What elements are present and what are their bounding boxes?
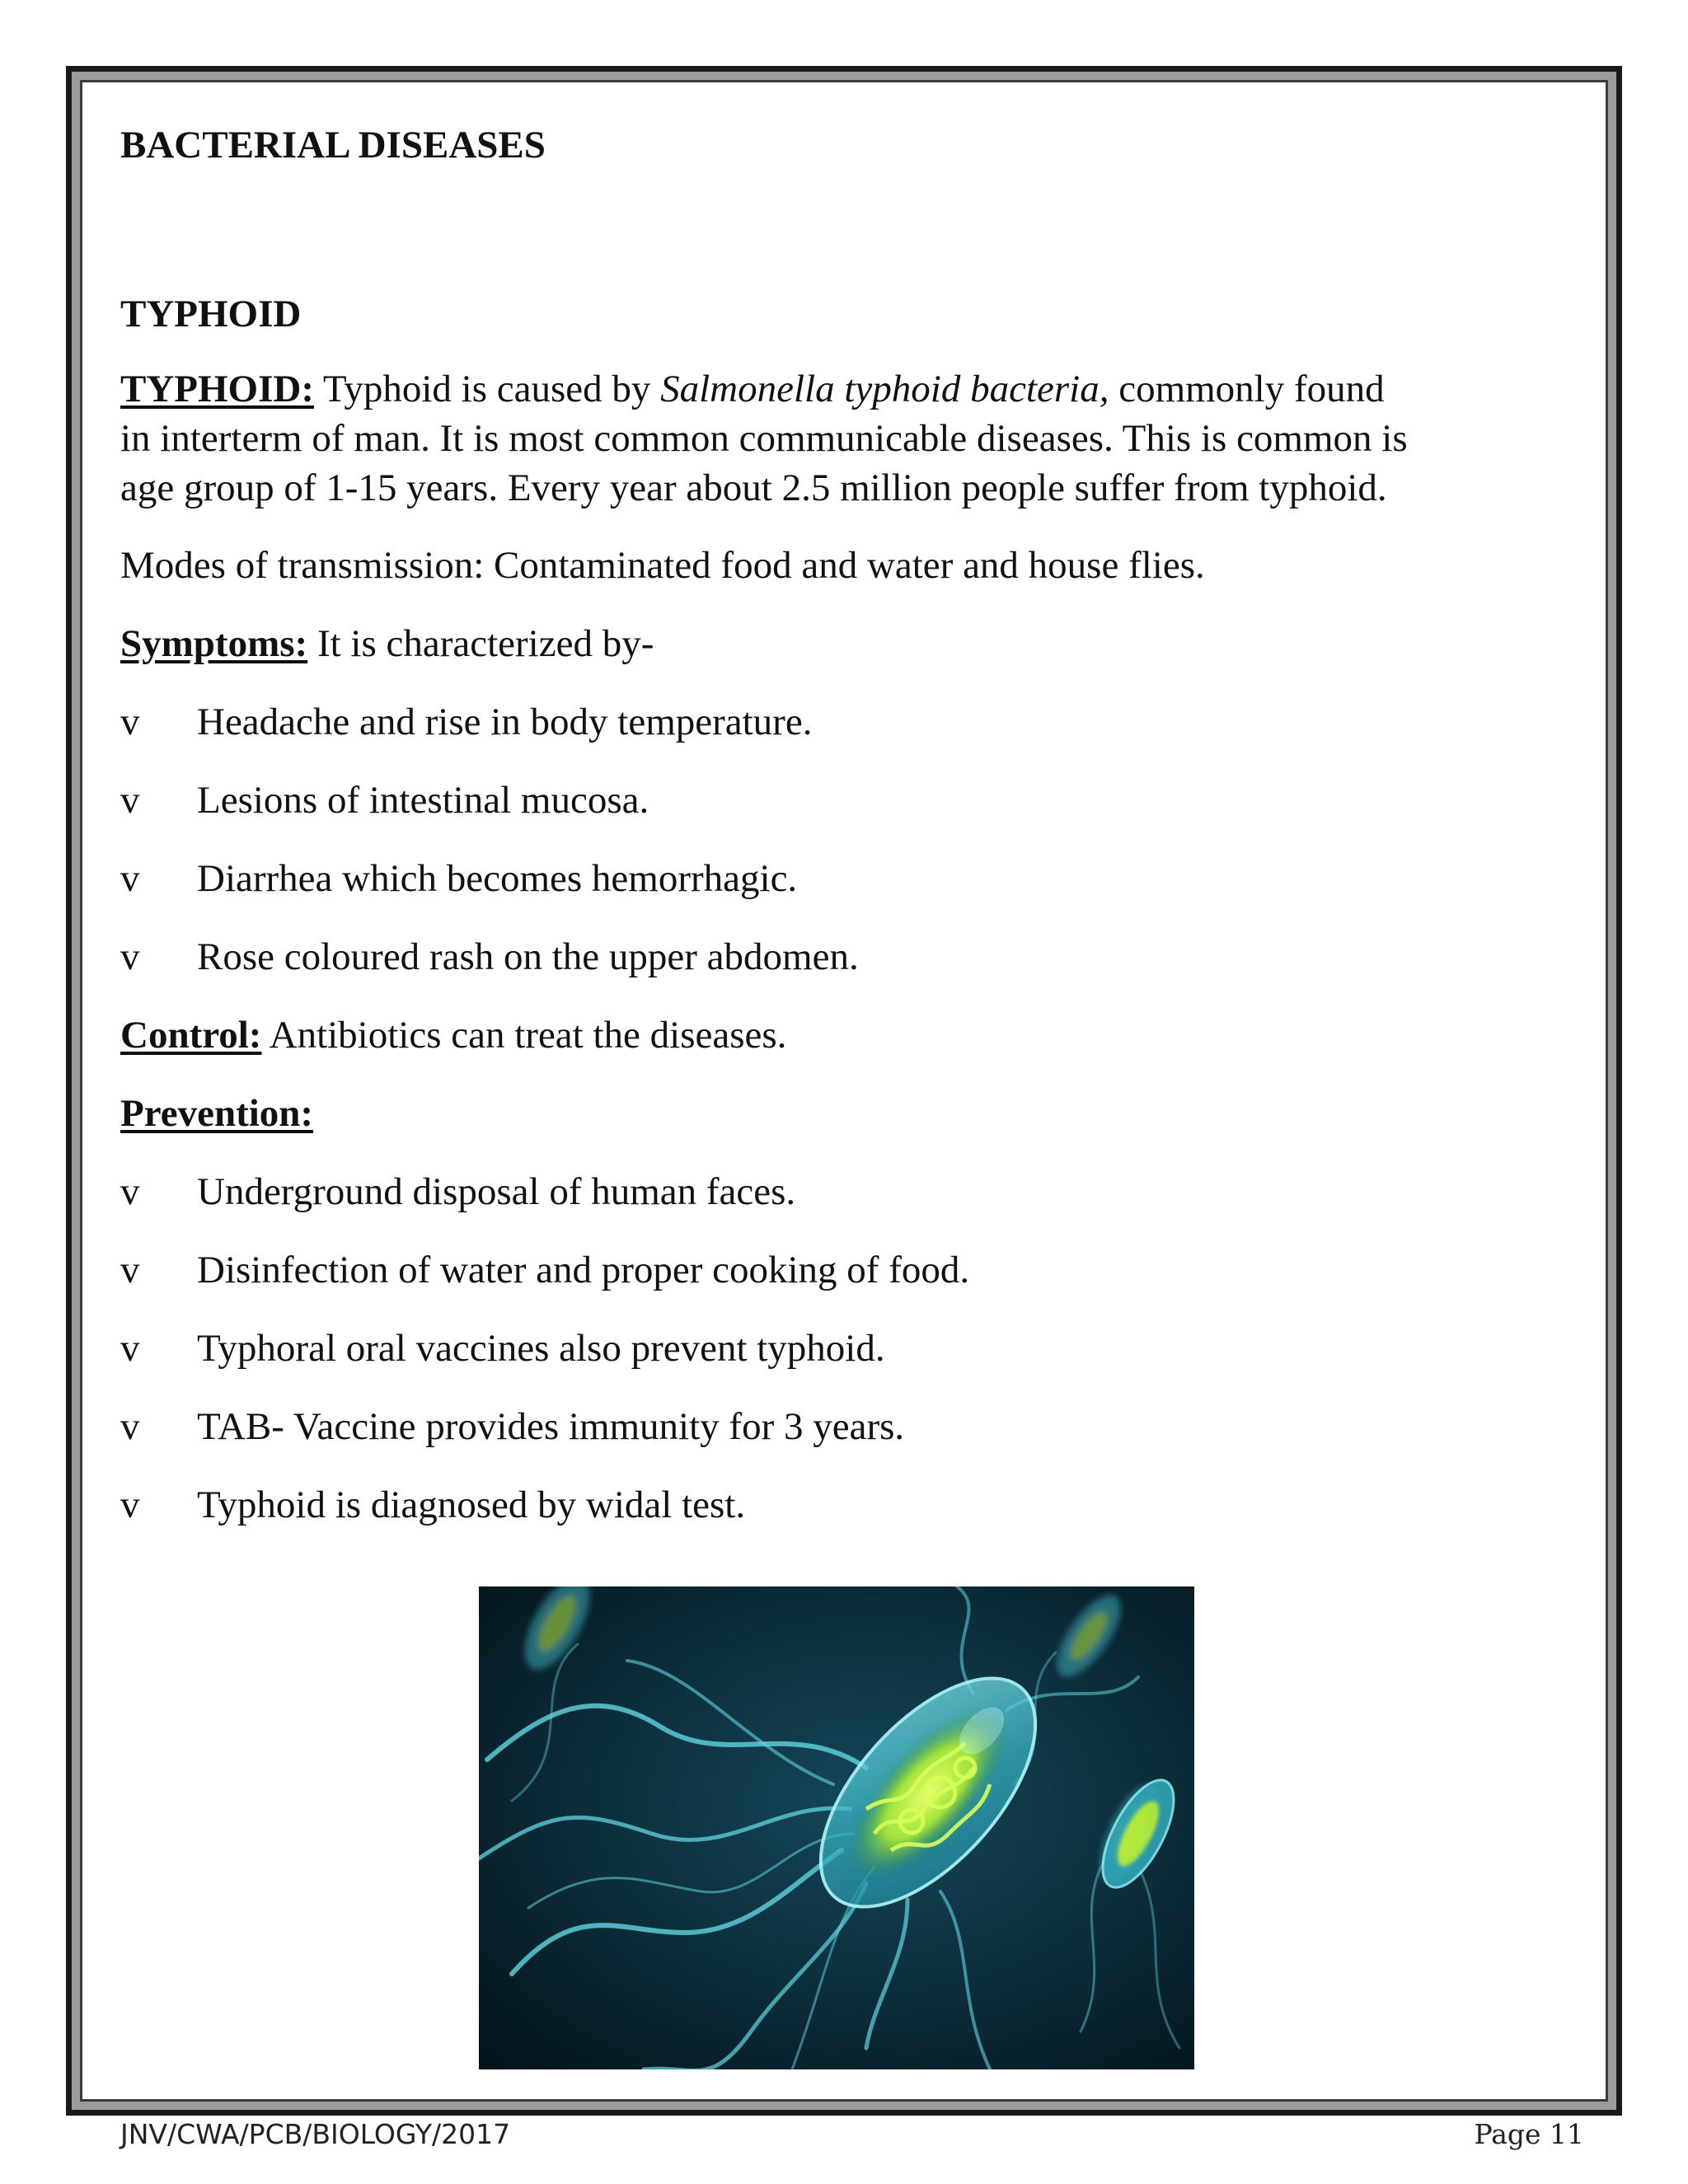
intro-label: TYPHOID:	[120, 368, 314, 410]
list-item	[120, 1479, 1596, 1530]
list-item	[120, 931, 1596, 982]
list-item	[120, 1401, 1596, 1452]
control-label: Control:	[120, 1014, 262, 1057]
list-item	[120, 1323, 1596, 1374]
bullet-marker: v	[120, 1405, 140, 1448]
page-content	[120, 115, 1596, 1530]
symptoms-heading	[120, 618, 1596, 669]
list-item-text: Rose coloured rash on the upper abdomen.	[197, 935, 859, 978]
intro-paragraph	[120, 364, 1596, 513]
list-item	[120, 853, 1596, 904]
intro-text-before: Typhoid is caused by	[314, 368, 661, 410]
footer-document-code: JNV/CWA/PCB/BIOLOGY/2017	[120, 2118, 511, 2150]
list-item	[120, 1166, 1596, 1217]
bullet-marker: v	[120, 779, 140, 822]
symptoms-list	[120, 696, 1596, 982]
list-item	[120, 696, 1596, 748]
list-item	[120, 1244, 1596, 1296]
bullet-marker: v	[120, 1483, 140, 1526]
list-item-text: Underground disposal of human faces.	[197, 1170, 796, 1213]
bullet-marker: v	[120, 935, 140, 978]
bullet-marker: v	[120, 857, 140, 900]
bullet-marker: v	[120, 1170, 140, 1213]
list-item-text: Diarrhea which becomes hemorrhagic.	[197, 857, 798, 900]
list-item-text: Lesions of intestinal mucosa.	[197, 779, 649, 822]
list-item-text: Typhoid is diagnosed by widal test.	[197, 1483, 746, 1526]
footer-page-number: Page 11	[1474, 2118, 1584, 2150]
list-item-text: Typhoral oral vaccines also prevent typhoid.	[197, 1327, 885, 1370]
list-item-text: Headache and rise in body temperature.	[197, 701, 813, 743]
list-item	[120, 775, 1596, 826]
intro-line-3: age group of 1-15 years. Every year about 2.5 million people suffer from typhoid.	[120, 466, 1387, 509]
prevention-heading	[120, 1088, 1596, 1139]
bullet-marker: v	[120, 701, 140, 743]
symptoms-text: It is characterized by-	[307, 622, 654, 665]
bullet-marker: v	[120, 1327, 140, 1370]
page-title: BACTERIAL DISEASES	[120, 124, 546, 166]
section-heading: TYPHOID	[120, 293, 302, 335]
intro-line1-after: commonly found	[1109, 368, 1385, 410]
symptoms-label: Symptoms:	[120, 622, 308, 665]
bacteria-illustration	[479, 1586, 1194, 2069]
organism-name: Salmonella typhoid bacteria,	[660, 368, 1109, 410]
intro-line-2: in interterm of man. It is most common communicable diseases. This is common is	[120, 417, 1408, 460]
bacteria-image	[479, 1586, 1194, 2069]
control-body: Antibiotics can treat the diseases.	[261, 1014, 787, 1057]
list-item-text: TAB- Vaccine provides immunity for 3 years.	[197, 1405, 905, 1448]
transmission-text: Modes of transmission: Contaminated food and water and house flies.	[120, 544, 1205, 587]
prevention-label: Prevention:	[120, 1092, 314, 1135]
list-item-text: Disinfection of water and proper cooking of food.	[197, 1249, 970, 1291]
bullet-marker: v	[120, 1249, 140, 1291]
control-text	[120, 1010, 1596, 1061]
prevention-list	[120, 1166, 1596, 1530]
